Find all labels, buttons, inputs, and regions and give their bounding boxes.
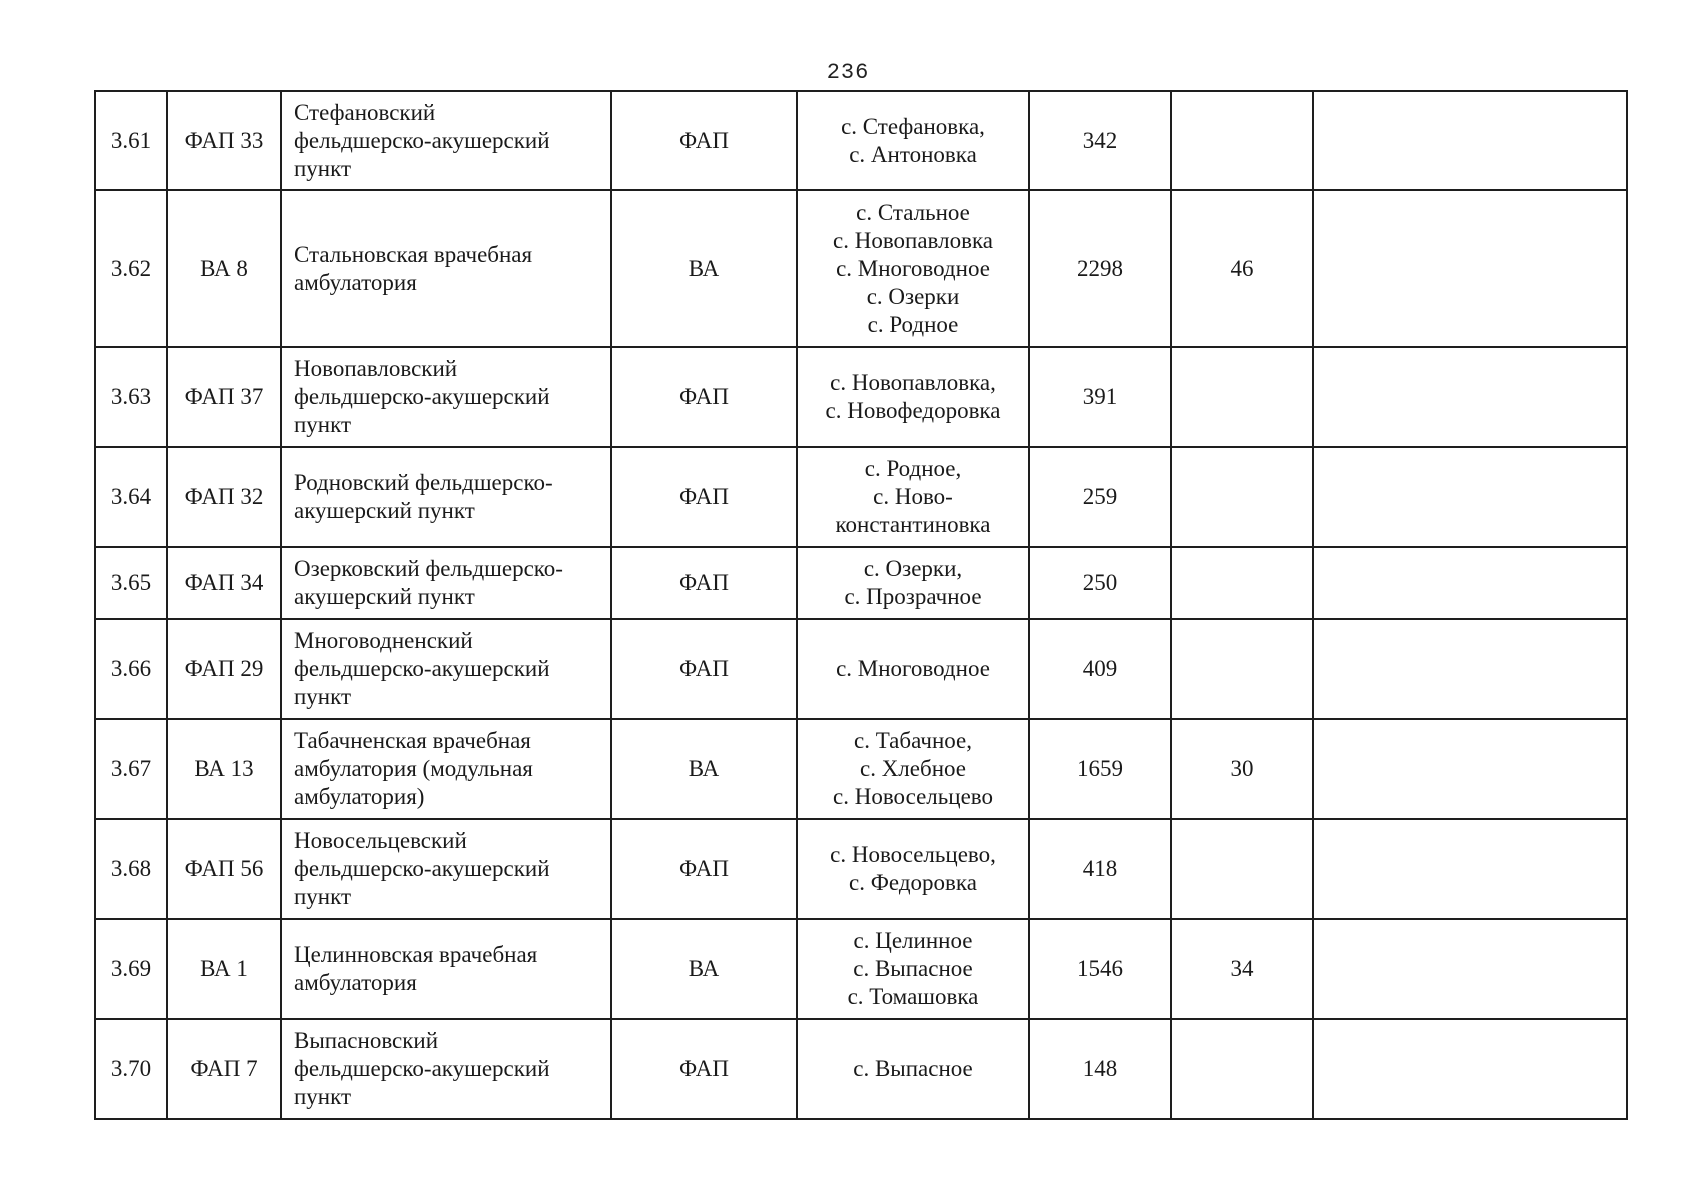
village-line: с. Федоровка	[849, 870, 977, 895]
facility-name-cell	[281, 347, 611, 447]
beds-cell	[1171, 547, 1313, 619]
note-cell	[1313, 619, 1627, 719]
facility-type-cell: ФАП	[611, 819, 797, 919]
table-row	[95, 547, 1627, 619]
facility-name-line: пункт	[294, 684, 352, 709]
facility-name-cell	[281, 547, 611, 619]
facility-name-line: Родновский фельдшерско-	[294, 470, 553, 495]
village-line: с. Новопавловка	[833, 227, 993, 253]
village-line: с. Многоводное	[836, 255, 990, 281]
table-row	[95, 347, 1627, 447]
village-line: с. Новопавловка,	[830, 370, 996, 395]
village-line: с. Озерки	[866, 283, 960, 309]
facility-name-line: акушерский пункт	[294, 584, 475, 609]
facility-type-cell: ВА	[611, 919, 797, 1019]
served-villages-cell	[797, 819, 1029, 919]
facility-code-cell: ВА 13	[167, 719, 281, 819]
note-cell	[1313, 1019, 1627, 1119]
facility-name-line: фельдшерско-акушерский	[294, 127, 550, 153]
facility-name-line: пункт	[294, 1084, 352, 1109]
facility-name-cell	[281, 819, 611, 919]
facility-name-cell	[281, 919, 611, 1019]
village-line: с. Табачное,	[854, 728, 972, 753]
facility-type-cell: ВА	[611, 719, 797, 819]
village-line: с. Родное,	[864, 456, 962, 481]
page-number: 236	[826, 60, 870, 85]
facility-name-line: Новосельцевский	[294, 828, 467, 853]
table-row	[95, 91, 1627, 190]
table-row	[95, 819, 1627, 919]
row-number-cell: 3.69	[95, 919, 167, 1019]
beds-cell	[1171, 447, 1313, 547]
facility-code-cell: ВА 8	[167, 190, 281, 347]
village-line: с. Выпасное	[853, 1056, 973, 1081]
facility-code-cell: ВА 1	[167, 919, 281, 1019]
table-row	[95, 447, 1627, 547]
row-number-cell: 3.68	[95, 819, 167, 919]
facility-name-line: фельдшерско-акушерский	[294, 1056, 550, 1081]
facility-name-line: Стальновская врачебная	[294, 241, 533, 267]
beds-cell	[1171, 819, 1313, 919]
facility-name-line: Озерковский фельдшерско-	[294, 556, 563, 581]
facility-type-cell: ВА	[611, 190, 797, 347]
facility-name-line: амбулатория	[294, 269, 417, 295]
served-villages-cell	[797, 447, 1029, 547]
served-villages-cell	[797, 190, 1029, 347]
beds-cell	[1171, 347, 1313, 447]
served-villages-cell	[797, 91, 1029, 190]
population-cell: 342	[1029, 91, 1171, 190]
facility-name-line: акушерский пункт	[294, 498, 475, 523]
facility-type-cell: ФАП	[611, 447, 797, 547]
facility-name-line: фельдшерско-акушерский	[294, 384, 550, 409]
facility-name-line: Многоводненский	[294, 628, 473, 653]
facility-name-cell	[281, 1019, 611, 1119]
facility-name-cell	[281, 447, 611, 547]
served-villages-cell	[797, 347, 1029, 447]
note-cell	[1313, 347, 1627, 447]
served-villages-cell	[797, 547, 1029, 619]
facility-name-line: амбулатория (модульная	[294, 756, 533, 781]
facility-name-cell	[281, 190, 611, 347]
beds-cell	[1171, 619, 1313, 719]
row-number-cell: 3.64	[95, 447, 167, 547]
facility-name-cell	[281, 91, 611, 190]
facility-name-line: Стефановский	[294, 99, 436, 125]
row-number-cell: 3.70	[95, 1019, 167, 1119]
village-line: с. Хлебное	[859, 756, 966, 781]
table-row	[95, 919, 1627, 1019]
facility-type-cell: ФАП	[611, 1019, 797, 1119]
village-line: с. Новосельцево,	[830, 842, 996, 867]
facility-type-cell: ФАП	[611, 91, 797, 190]
note-cell	[1313, 819, 1627, 919]
facility-name-line: амбулатория)	[294, 784, 425, 809]
row-number-cell: 3.67	[95, 719, 167, 819]
facility-code-cell: ФАП 33	[167, 91, 281, 190]
note-cell	[1313, 447, 1627, 547]
population-cell: 250	[1029, 547, 1171, 619]
note-cell	[1313, 91, 1627, 190]
facility-name-cell	[281, 719, 611, 819]
facility-name-line: фельдшерско-акушерский	[294, 656, 550, 681]
facility-name-cell	[281, 619, 611, 719]
row-number-cell: 3.66	[95, 619, 167, 719]
population-cell: 148	[1029, 1019, 1171, 1119]
served-villages-cell	[797, 619, 1029, 719]
row-number-cell: 3.61	[95, 91, 167, 190]
table-row	[95, 719, 1627, 819]
facility-name-line: Выпасновский	[294, 1028, 439, 1053]
village-line: с. Прозрачное	[844, 584, 982, 609]
facility-code-cell: ФАП 32	[167, 447, 281, 547]
facility-name-line: пункт	[294, 884, 352, 909]
facility-name-line: амбулатория	[294, 970, 417, 995]
village-line: с. Озерки,	[863, 556, 963, 581]
table-row	[95, 190, 1627, 347]
facility-code-cell: ФАП 29	[167, 619, 281, 719]
row-number-cell: 3.62	[95, 190, 167, 347]
village-line: с. Антоновка	[849, 141, 977, 167]
beds-cell: 30	[1171, 719, 1313, 819]
village-line: с. Выпасное	[853, 956, 973, 981]
facility-name-line: Новопавловский	[294, 356, 458, 381]
served-villages-cell	[797, 719, 1029, 819]
village-line: с. Ново-	[873, 484, 953, 509]
population-cell: 259	[1029, 447, 1171, 547]
note-cell	[1313, 547, 1627, 619]
village-line: с. Стальное	[856, 199, 970, 225]
facility-type-cell: ФАП	[611, 619, 797, 719]
population-cell: 391	[1029, 347, 1171, 447]
village-line: с. Новосельцево	[833, 784, 993, 809]
village-line: с. Новофедоровка	[825, 398, 1001, 423]
village-line: с. Целинное	[853, 928, 973, 953]
facility-code-cell: ФАП 37	[167, 347, 281, 447]
population-cell: 2298	[1029, 190, 1171, 347]
note-cell	[1313, 919, 1627, 1019]
facility-code-cell: ФАП 56	[167, 819, 281, 919]
facility-code-cell: ФАП 34	[167, 547, 281, 619]
facility-name-line: пункт	[294, 412, 352, 437]
note-cell	[1313, 719, 1627, 819]
village-line: с. Томашовка	[847, 984, 979, 1009]
beds-cell: 46	[1171, 190, 1313, 347]
population-cell: 409	[1029, 619, 1171, 719]
village-line: с. Родное	[867, 311, 959, 337]
facility-name-line: фельдшерско-акушерский	[294, 856, 550, 881]
population-cell: 418	[1029, 819, 1171, 919]
population-cell: 1546	[1029, 919, 1171, 1019]
note-cell	[1313, 190, 1627, 347]
beds-cell: 34	[1171, 919, 1313, 1019]
row-number-cell: 3.63	[95, 347, 167, 447]
row-number-cell: 3.65	[95, 547, 167, 619]
table-row	[95, 1019, 1627, 1119]
facility-name-line: Целинновская врачебная	[294, 942, 538, 967]
facility-name-line: пункт	[294, 155, 352, 181]
facility-name-line: Табачненская врачебная	[294, 728, 531, 753]
medical-facilities-table	[94, 90, 1628, 1120]
facility-type-cell: ФАП	[611, 547, 797, 619]
table-row	[95, 619, 1627, 719]
village-line: константиновка	[835, 512, 991, 537]
village-line: с. Многоводное	[836, 656, 990, 681]
beds-cell	[1171, 91, 1313, 190]
facility-type-cell: ФАП	[611, 347, 797, 447]
beds-cell	[1171, 1019, 1313, 1119]
served-villages-cell	[797, 1019, 1029, 1119]
village-line: с. Стефановка,	[841, 113, 985, 139]
facility-code-cell: ФАП 7	[167, 1019, 281, 1119]
served-villages-cell	[797, 919, 1029, 1019]
population-cell: 1659	[1029, 719, 1171, 819]
